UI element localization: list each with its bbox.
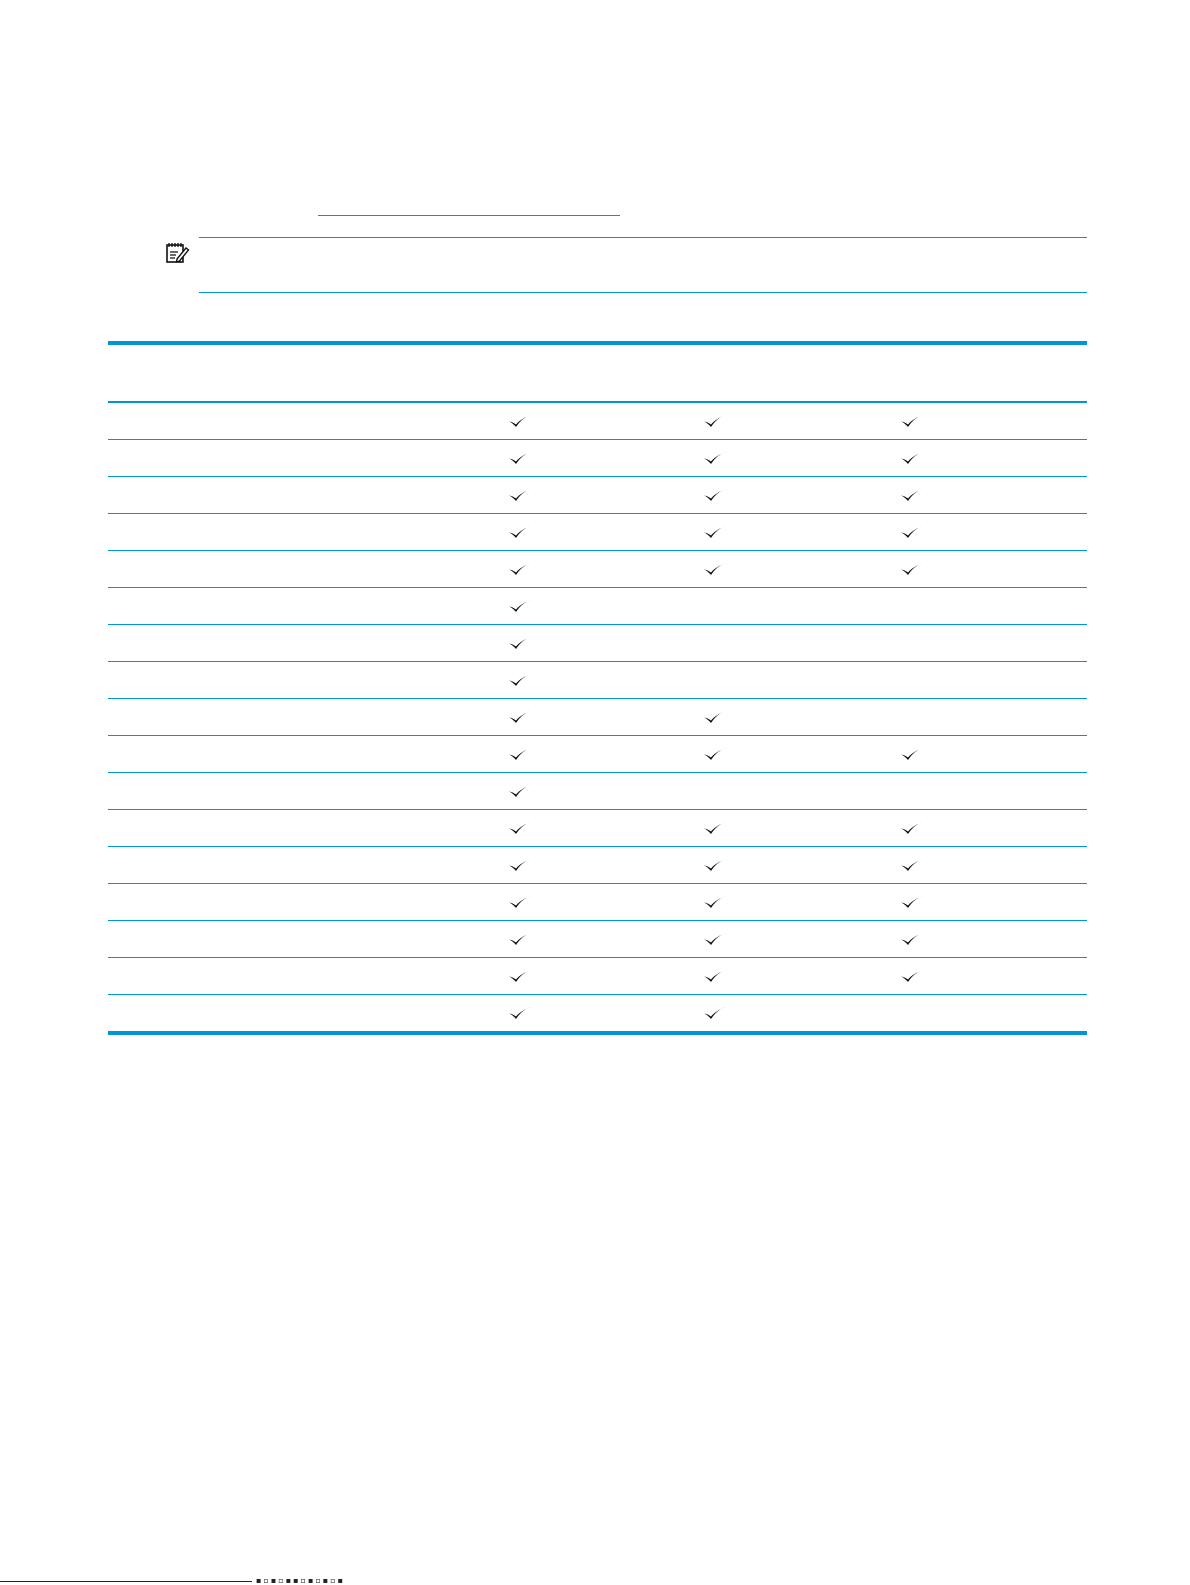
table-row: [108, 995, 1087, 1035]
checkmark-icon: [702, 440, 728, 476]
checkmark-icon: [702, 514, 728, 550]
note-bottom-rule: [199, 292, 1087, 293]
table-row: [108, 403, 1087, 440]
checkmark-icon: [702, 921, 728, 957]
table-header-row: [108, 345, 1087, 403]
checkmark-icon: [507, 921, 533, 957]
checkmark-icon: [507, 699, 533, 735]
table-row: [108, 810, 1087, 847]
table-body: [108, 403, 1087, 1035]
checkmark-icon: [899, 551, 925, 587]
checkmark-icon: [507, 403, 533, 439]
note-top-rule: [199, 237, 1087, 238]
checkmark-icon: [507, 440, 533, 476]
checkmark-icon: [702, 995, 728, 1031]
table-row: [108, 588, 1087, 625]
table-row: [108, 921, 1087, 958]
checkmark-icon: [702, 884, 728, 920]
table-row: [108, 958, 1087, 995]
checkmark-icon: [899, 958, 925, 994]
table-row: [108, 625, 1087, 662]
checkmark-icon: [507, 551, 533, 587]
checkmark-icon: [507, 847, 533, 883]
checkmark-icon: [899, 884, 925, 920]
table-row: [108, 884, 1087, 921]
checkmark-icon: [702, 736, 728, 772]
footer-marks: ▪▫▪▫▪▪▫▪▫▪▫▪: [256, 1576, 346, 1585]
table-row: [108, 662, 1087, 699]
footer-rule: [0, 1581, 252, 1582]
table-row: [108, 551, 1087, 588]
checkmark-icon: [702, 403, 728, 439]
checkmark-icon: [507, 625, 533, 661]
checkmark-icon: [702, 699, 728, 735]
checkmark-icon: [702, 847, 728, 883]
link-underline[interactable]: [318, 215, 620, 216]
checkmark-icon: [507, 810, 533, 846]
checkmark-icon: [899, 477, 925, 513]
checkmark-icon: [899, 921, 925, 957]
table-row: [108, 440, 1087, 477]
checkmark-icon: [507, 514, 533, 550]
note-icon: [164, 240, 190, 266]
checkmark-icon: [507, 588, 533, 624]
checkmark-icon: [702, 958, 728, 994]
table-row: [108, 699, 1087, 736]
checkmark-icon: [507, 773, 533, 809]
checkmark-icon: [899, 847, 925, 883]
table-row: [108, 773, 1087, 810]
table-row: [108, 477, 1087, 514]
checkmark-icon: [507, 477, 533, 513]
checkmark-icon: [507, 662, 533, 698]
checkmark-icon: [899, 403, 925, 439]
checkmark-icon: [899, 810, 925, 846]
checkmark-icon: [702, 477, 728, 513]
table-row: [108, 514, 1087, 551]
checkmark-icon: [899, 440, 925, 476]
table-row: [108, 847, 1087, 884]
checkmark-icon: [899, 514, 925, 550]
checkmark-icon: [702, 551, 728, 587]
checkmark-icon: [702, 810, 728, 846]
checkmark-icon: [507, 995, 533, 1031]
checkmark-icon: [507, 958, 533, 994]
checkmark-icon: [899, 736, 925, 772]
table-row: [108, 736, 1087, 773]
support-table: [108, 341, 1087, 1035]
checkmark-icon: [507, 736, 533, 772]
checkmark-icon: [507, 884, 533, 920]
